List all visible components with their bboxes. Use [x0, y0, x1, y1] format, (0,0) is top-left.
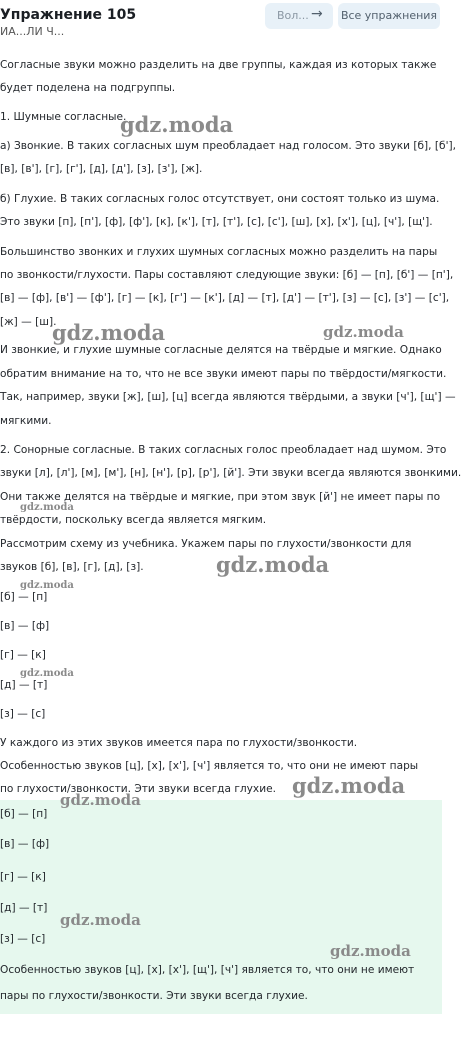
text-line: мягкими.: [0, 415, 52, 427]
text-line: будет поделена на подгруппы.: [0, 82, 176, 94]
text-line: У каждого из этих звуков имеется пара по глухости/звонкости.: [0, 737, 358, 749]
watermark: gdz.moda: [20, 580, 74, 591]
text-line: Особенностью звуков [ц], [х], [х'], [ч'] является то, что они не имеют пары: [0, 760, 419, 772]
page-title: Упражнение 105: [0, 7, 137, 23]
sound-pair: [в] — [ф]: [0, 838, 50, 850]
text-line: [ж] — [ш].: [0, 316, 57, 328]
sound-pair: [з] — [с]: [0, 708, 46, 720]
sound-pair: [г] — [к]: [0, 871, 46, 883]
section-heading: 1. Шумные согласные.: [0, 111, 127, 123]
text-line: И звонкие, и глухие шумные согласные делятся на твёрдые и мягкие. Однако: [0, 344, 442, 356]
watermark: gdz.moda: [330, 942, 411, 960]
sound-pair: [д] — [т]: [0, 679, 48, 691]
text-line: Они также делятся на твёрдые и мягкие, при этом звук [й'] не имеет пары по: [0, 491, 441, 503]
clipped-text-line: ИА...ЛИ Ч...: [0, 25, 65, 38]
sound-pair: [г] — [к]: [0, 649, 46, 661]
text-line: по глухости/звонкости. Эти звуки всегда глухие.: [0, 783, 276, 795]
sound-pair: [в] — [ф]: [0, 620, 50, 632]
text-line: Так, например, звуки [ж], [ш], [ц] всегда являются твёрдыми, а звуки [ч'], [щ'] —: [0, 391, 456, 403]
text-line: Большинство звонких и глухих шумных согласных можно разделить на пары: [0, 246, 438, 258]
text-line: Это звуки [п], [п'], [ф], [ф'], [к], [к'], [т], [т'], [с], [с'], [ш], [х], [х'], [ц], [ч'], [щ'].: [0, 216, 433, 228]
sound-pair: [з] — [с]: [0, 933, 46, 945]
watermark: gdz.moda: [52, 320, 166, 345]
text-line: звуки [л], [л'], [м], [м'], [н], [н'], [р], [р'], [й']. Эти звуки всегда являются звонкими.: [0, 467, 461, 479]
watermark: gdz.moda: [216, 552, 330, 577]
text-line: по звонкости/глухости. Пары составляют следующие звуки: [б] — [п], [б'] — [п'],: [0, 269, 454, 281]
sound-pair: [б] — [п]: [0, 808, 48, 820]
text-line: [в], [в'], [г], [г'], [д], [д'], [з], [з'], [ж].: [0, 163, 203, 175]
text-line: [в] — [ф], [в'] — [ф'], [г] — [к], [г'] — [к'], [д] — [т], [д'] — [т'], [з] — [с], [з'] — [с'],: [0, 292, 450, 304]
watermark: gdz.moda: [60, 911, 141, 929]
watermark: gdz.moda: [20, 668, 74, 679]
text-line: твёрдости, поскольку всегда является мягким.: [0, 514, 267, 526]
text-line: Рассмотрим схему из учебника. Укажем пары по глухости/звонкости для: [0, 538, 412, 550]
watermark: gdz.moda: [20, 502, 74, 513]
watermark: gdz.moda: [323, 323, 404, 341]
text-line: б) Глухие. В таких согласных голос отсутствует, они состоят только из шума.: [0, 193, 440, 205]
text-line: звуков [б], [в], [г], [д], [з].: [0, 561, 144, 573]
text-line: обратим внимание на то, что не все звуки имеют пары по твёрдости/мягкости.: [0, 368, 447, 380]
previous-exercise-label: Вол...: [277, 9, 309, 22]
text-line: Согласные звуки можно разделить на две группы, каждая из которых также: [0, 59, 437, 71]
text-line: Особенностью звуков [ц], [х], [х'], [щ'], [ч'] является то, что они не имеют: [0, 964, 415, 976]
text-line: а) Звонкие. В таких согласных шум преобладает над голосом. Это звуки [б], [б'],: [0, 140, 456, 152]
section-heading: 2. Сонорные согласные. В таких согласных голос преобладает над шумом. Это: [0, 444, 447, 456]
watermark: gdz.moda: [60, 791, 141, 809]
sound-pair: [б] — [п]: [0, 591, 48, 603]
watermark: gdz.moda: [292, 773, 406, 798]
previous-exercise-button[interactable]: [265, 3, 333, 29]
text-line: пары по глухости/звонкости. Эти звуки всегда глухие.: [0, 990, 308, 1002]
watermark: gdz.moda: [120, 112, 234, 137]
all-exercises-button[interactable]: Все упражнения: [338, 3, 440, 29]
arrow-right-icon: →: [311, 6, 323, 22]
sound-pair: [д] — [т]: [0, 902, 48, 914]
